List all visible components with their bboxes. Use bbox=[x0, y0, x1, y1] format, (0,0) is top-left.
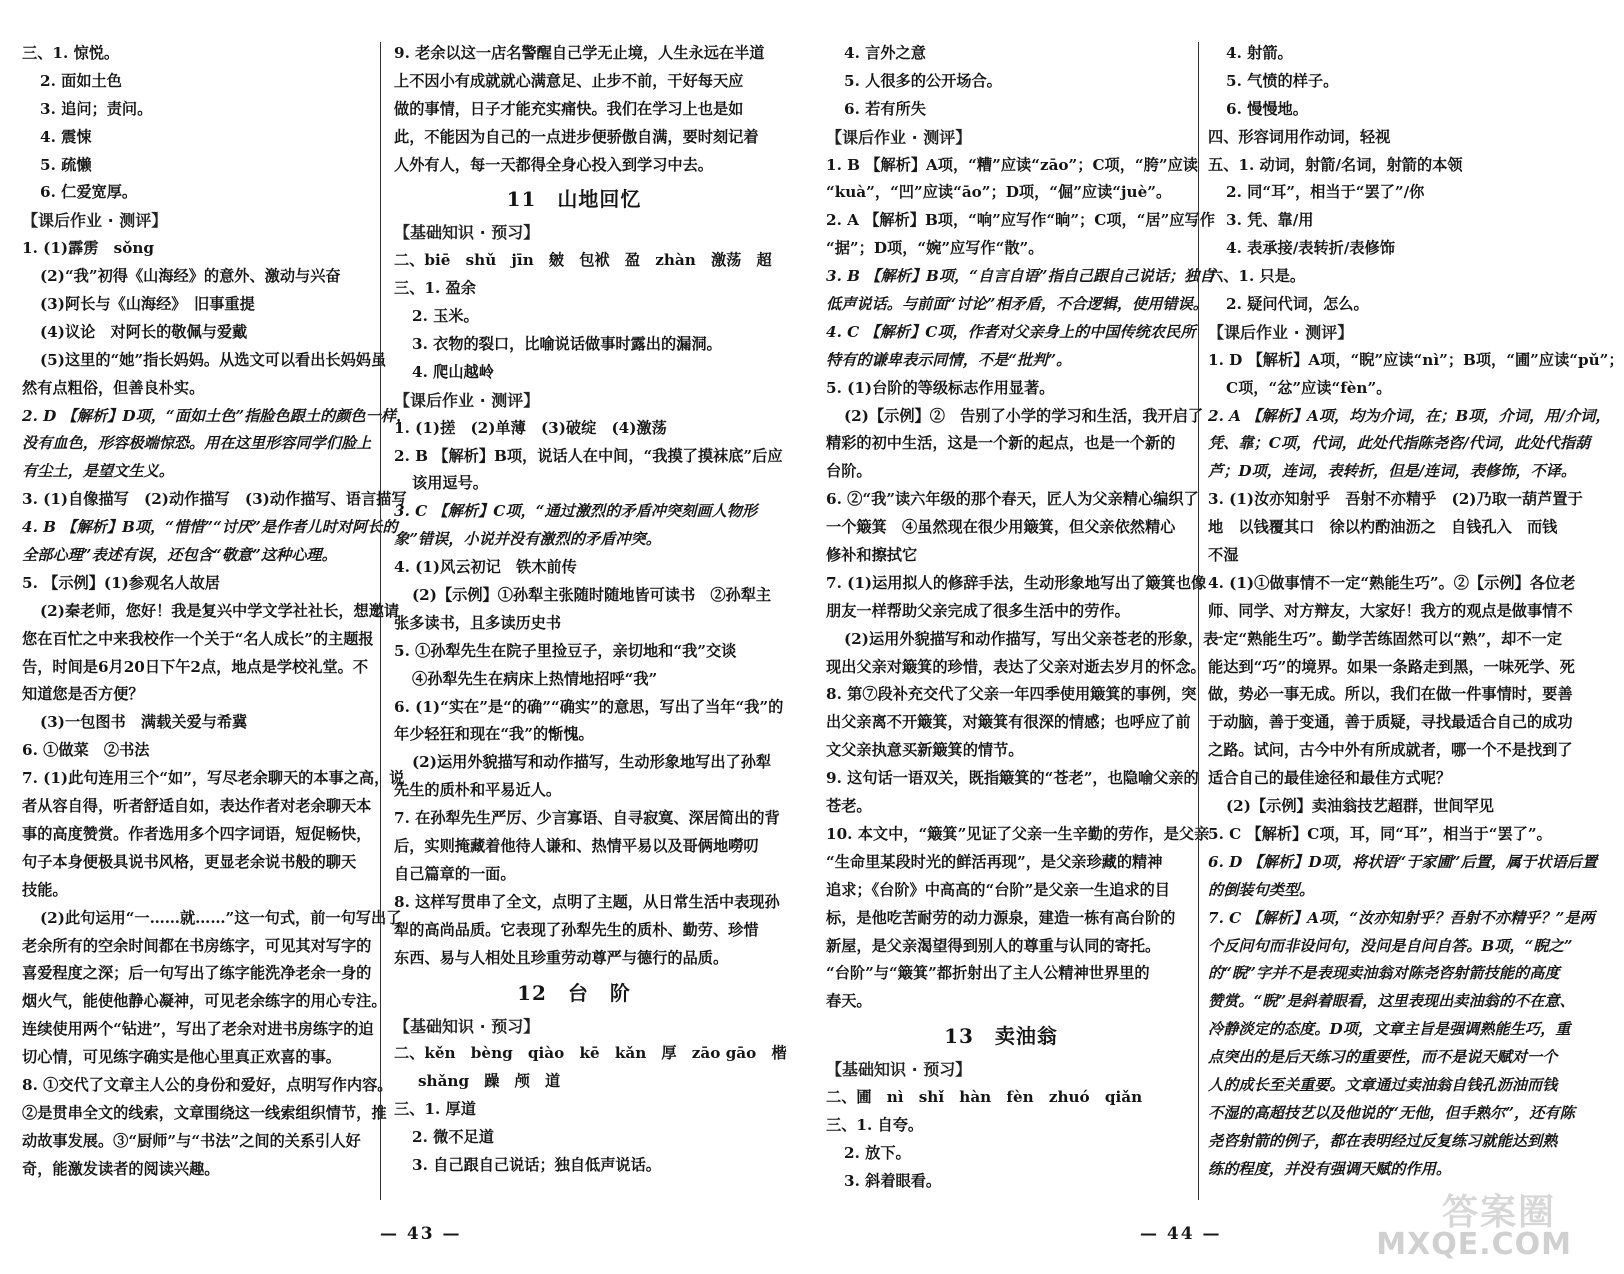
answer-line: 6. 若有所失 bbox=[844, 99, 926, 118]
answer-line: 低声说话。与前面“讨论”相矛盾，不合逻辑，使用错误。 bbox=[826, 295, 1208, 314]
answer-line: (3)一包图书 满载关爱与希冀 bbox=[40, 713, 248, 732]
answer-line: 出父亲离不开簸箕，对簸箕有很深的情感；也呼应了前 bbox=[826, 713, 1191, 732]
answer-line: (5)这里的“她”指长妈妈。从选文可以看出长妈妈虽 bbox=[40, 350, 387, 369]
answer-line: 然有点粗俗，但善良朴实。 bbox=[22, 378, 205, 397]
section-header: 【 课后作业 · 测评 】 bbox=[826, 124, 1176, 152]
answer-line: (2)此句运用“一……就……”这一句式，前一句写出了 bbox=[40, 908, 402, 927]
answer-line: 点突出的是后天练习的重要性，而不是说天赋对一个 bbox=[1208, 1048, 1558, 1067]
answer-line: “生命里某段时光的鲜活再现”，是父亲珍藏的精神 bbox=[826, 852, 1163, 871]
answer-line: shǎng 躁 颅 道 bbox=[418, 1072, 561, 1091]
answer-line: 人外有人，每一天都得全身心投入到学习中去。 bbox=[394, 155, 713, 174]
answer-line: 5. C 【解析】C项，耳，同“耳”，相当于“罢了”。 bbox=[1208, 824, 1552, 843]
answer-line: 2. 同“耳”，相当于“罢了”/你 bbox=[1226, 183, 1425, 202]
answer-line: 9. 老余以这一店名警醒自己学无止境，人生永远在半道 bbox=[394, 44, 765, 62]
answer-line: 赞赏。“睨”是斜着眼看，这里表现出卖油翁的不在意、 bbox=[1208, 992, 1575, 1011]
answer-line: “kuà”，“凹”应读“āo”；D项，“倔”应读“juè”。 bbox=[826, 183, 1172, 202]
answer-line: 告，时间是6月20日下午2点，地点是学校礼堂。不 bbox=[22, 657, 369, 676]
answer-line: 3. B 【解析】B项，“自言自语”指自己跟自己说话；独自 bbox=[826, 267, 1215, 286]
right-column-2 bbox=[1208, 40, 1624, 1184]
answer-line: 做的事情，日子才能充实痛快。我们在学习上也是如 bbox=[394, 99, 744, 118]
answer-line: 五、1. 动词，射箭/名词，射箭的本领 bbox=[1208, 155, 1463, 174]
answer-line: 4. B 【解析】B项，“惜惜”“讨厌”是作者儿时对阿长的 bbox=[22, 518, 398, 537]
page-number-right: — 44 — bbox=[1140, 1224, 1222, 1244]
answer-line: (3)阿长与《山海经》 旧事重提 bbox=[40, 295, 255, 314]
right-page bbox=[810, 0, 1624, 1274]
answer-line: 2. A 【解析】A项，均为介词，在；B项，介词，用/介词， bbox=[1208, 406, 1611, 425]
answer-line: 个反问句而非设问句，没问是自问自答。B项，“睨之” bbox=[1208, 936, 1573, 955]
answer-line: 喜爱程度之深；后一句写出了练字能洗净老余一身的 bbox=[22, 964, 372, 983]
right-column-1 bbox=[826, 40, 1219, 1196]
answer-line: 3. 追问；责问。 bbox=[40, 99, 153, 118]
answer-line: 8. 第⑦段补充交代了父亲一年四季使用簸箕的事例，突 bbox=[826, 685, 1197, 704]
answer-line: 标，是他吃苦耐劳的动力源泉，建造一栋有高台阶的 bbox=[826, 908, 1176, 927]
answer-line: 2. B 【解析】B项，说话人在中间，“我摸了摸袜底”后应 bbox=[394, 446, 783, 465]
answer-line: 四、形容词用作动词，轻视 bbox=[1208, 127, 1391, 146]
answer-line: 一定“熟能生巧”。勤学苦练固然可以“熟”，却不一定 bbox=[1208, 629, 1562, 648]
page-number-left: — 43 — bbox=[380, 1224, 462, 1244]
answer-line: 1. (1)霹雳 sǒng bbox=[22, 239, 154, 258]
answer-line: 不湿的高超技艺以及他说的“无他，但手熟尔”，还有陈 bbox=[1208, 1103, 1575, 1122]
answer-line: 三、1. 惊悦。 bbox=[22, 44, 120, 62]
answer-line: 老余所有的空余时间都在书房练字，可见其对写字的 bbox=[22, 936, 372, 955]
answer-line: 该用逗号。 bbox=[412, 474, 488, 493]
answer-line: 后，实则掩藏着他待人谦和、热情平易以及哥俩地嘮叨 bbox=[394, 837, 759, 856]
answer-line: 特有的谦卑表示同情，不是“批判”。 bbox=[826, 350, 1072, 369]
answer-line: 1. B 【解析】A项，“糟”应读“zāo”；C项，“胯”应读 bbox=[826, 155, 1198, 174]
answer-line: 3. (1)汝亦知射乎 吾射不亦精乎 (2)乃取一葫芦置于 bbox=[1208, 490, 1583, 509]
answer-line: 1. (1)搓 (2)单薄 (3)破绽 (4)激荡 bbox=[394, 418, 667, 437]
answer-line: 5. ①孙犁先生在院子里捡豆子，亲切地和“我”交谈 bbox=[394, 641, 737, 660]
answer-line: 先生的质朴和平易近人。 bbox=[394, 781, 562, 800]
section-header: 【 基础知识 · 预习 】 bbox=[394, 219, 754, 247]
answer-line: 4. 射箭。 bbox=[1226, 44, 1293, 62]
answer-line: 有尘土，是望文生义。 bbox=[22, 462, 174, 481]
answer-line: 3. (1)自像描写 (2)动作描写 (3)动作描写、语言描写 bbox=[22, 490, 407, 509]
answer-line: 4. 表承接/表转折/表修饰 bbox=[1226, 239, 1395, 258]
answer-line: 修补和擦拭它 bbox=[826, 546, 918, 565]
answer-line: (2)【示例】卖油翁技艺超群，世间罕见 bbox=[1226, 797, 1494, 816]
answer-line: 6. ①做菜 ②书法 bbox=[22, 741, 150, 760]
answer-line: (2)【示例】①孙犁主张随时随地皆可读书 ②孙犁主 bbox=[412, 586, 772, 605]
answer-line: 句子本身便极具说书风格，更显老余说书般的聊天 bbox=[22, 852, 357, 871]
answer-line: ②是贯串全文的线索，文章围绕这一线索组织情节，推 bbox=[22, 1103, 387, 1122]
answer-line: 4. C 【解析】C项，作者对父亲身上的中国传统农民所 bbox=[826, 322, 1196, 341]
left-page bbox=[0, 0, 800, 1274]
answer-line: 台阶。 bbox=[826, 462, 872, 481]
answer-line: 不湿 bbox=[1208, 546, 1239, 565]
answer-line: 凭、靠；C项，代词，此处代指陈尧咨/代词，此处代指葫 bbox=[1208, 434, 1591, 453]
answer-line: 7. C 【解析】A项，“汝亦知射乎？吾射不亦精乎？”是两 bbox=[1208, 908, 1595, 927]
answer-line: 3. 凭、靠/用 bbox=[1226, 211, 1314, 230]
watermark-logo bbox=[1376, 1184, 1572, 1262]
answer-line: 6. 慢慢地。 bbox=[1226, 99, 1308, 118]
answer-line: 2. 疑问代词，怎么。 bbox=[1226, 295, 1369, 314]
answer-line: 3. 衣物的裂口，比喻说话做事时露出的漏洞。 bbox=[412, 335, 722, 354]
answer-line: 二、圃 nì shǐ hàn fèn zhuó qiǎn bbox=[826, 1088, 1143, 1107]
left-column-1 bbox=[22, 40, 412, 1184]
answer-line: 3. C 【解析】C项，“通过激烈的矛盾冲突刻画人物形 bbox=[394, 502, 758, 521]
answer-line: 做，势必一事无成。所以，我们在做一件事情时，要善 bbox=[1208, 685, 1573, 704]
answer-line: 2. D 【解析】D项，“面如土色”指脸色跟土的颜色一样， bbox=[22, 406, 412, 425]
answer-line: 5. 气愤的样子。 bbox=[1226, 71, 1339, 90]
answer-line: 现出父亲对簸箕的珍惜，表达了父亲对逝去岁月的怀念。 bbox=[826, 657, 1206, 676]
answer-line: C项，“忿”应读“fèn”。 bbox=[1226, 378, 1392, 397]
answer-line: 6. 仁爱宽厚。 bbox=[40, 183, 138, 202]
answer-line: 练的程度，并没有强调天赋的作用。 bbox=[1208, 1159, 1451, 1178]
answer-line: 文父亲执意买新簸箕的情节。 bbox=[826, 741, 1024, 760]
answer-line: 动故事发展。③“厨师”与“书法”之间的关系引人好 bbox=[22, 1131, 361, 1150]
answer-line: 精彩的初中生活，这是一个新的起点，也是一个新的 bbox=[826, 434, 1176, 453]
answer-line: 追求；《台阶》中高高的“台阶”是父亲一生追求的目 bbox=[826, 880, 1170, 899]
column-divider bbox=[1198, 42, 1199, 1200]
answer-line: 一个簸箕 ④虽然现在很少用簸箕，但父亲依然精心 bbox=[826, 518, 1176, 537]
answer-line: 犁的高尚品质。它表现了孙犁先生的质朴、勤劳、珍惜 bbox=[394, 920, 759, 939]
answer-line: 人的成长至关重要。文章通过卖油翁自钱孔沥油而钱 bbox=[1208, 1075, 1558, 1094]
answer-line: (2)【示例】② 告别了小学的学习和生活，我开启了 bbox=[844, 406, 1204, 425]
answer-line: 六、1. 只是。 bbox=[1208, 267, 1306, 286]
answer-line: 师、同学、对方辩友，大家好！我方的观点是做事情不 bbox=[1208, 601, 1573, 620]
watermark-url: MXQE.COM bbox=[1376, 1227, 1572, 1262]
answer-line: 4. 言外之意 bbox=[844, 44, 926, 62]
section-header: 【 课后作业 · 测评 】 bbox=[1208, 319, 1564, 347]
answer-line: 尧咨射箭的例子，都在表明经过反复练习就能达到熟 bbox=[1208, 1131, 1558, 1150]
answer-line: 5. 【示例】(1)参观名人故居 bbox=[22, 573, 220, 592]
answer-line: 上不因小有成就就心满意足、止步不前，干好每天应 bbox=[394, 71, 744, 90]
answer-line: 4. (1)①做事情不一定“熟能生巧”。②【示例】各位老 bbox=[1208, 573, 1576, 592]
left-column-2 bbox=[394, 40, 787, 1180]
answer-line: 9. 这句话一语双关，既指簸箕的“苍老”，也隐喻父亲的 bbox=[826, 769, 1199, 788]
section-header: 【 基础知识 · 预习 】 bbox=[394, 1013, 754, 1041]
answer-line: 三、1. 盈余 bbox=[394, 279, 476, 298]
answer-line: “台阶”与“簸箕”都折射出了主人公精神世界里的 bbox=[826, 964, 1150, 983]
answer-line: 2. A 【解析】B项，“响”应写作“晌”；C项，“居”应写作 bbox=[826, 211, 1215, 230]
answer-line: 8. 这样写贯串了全文，点明了主题，从日常生活中表现孙 bbox=[394, 892, 780, 911]
answer-line: 东西、易与人相处且珍重劳动尊严与德行的品质。 bbox=[394, 948, 729, 967]
lesson-title: 13 卖油翁 bbox=[944, 1024, 1058, 1049]
answer-line: 芦；D项，连词，表转折，但是/连词，表修饰，不译。 bbox=[1208, 462, 1577, 481]
answer-line: 3. 斜着眼看。 bbox=[844, 1171, 942, 1190]
section-header: 【 课后作业 · 测评 】 bbox=[22, 207, 370, 235]
answer-line: 7. (1)运用拟人的修辞手法，生动形象地写出了簸箕也像 bbox=[826, 573, 1207, 592]
answer-line: 三、1. 厚道 bbox=[394, 1100, 476, 1119]
answer-line: (2)运用外貌描写和动作描写，生动形象地写出了孙犁 bbox=[412, 753, 772, 772]
answer-line: 切心情，可见练字确实是他心里真正欢喜的事。 bbox=[22, 1048, 341, 1067]
answer-line: 苍老。 bbox=[826, 797, 872, 816]
answer-line: 地 以钱覆其口 徐以杓酌油沥之 自钱孔入 而钱 bbox=[1208, 518, 1558, 537]
answer-line: 烟火气，能使他静心凝神，可见老余练字的用心专注。 bbox=[22, 992, 387, 1011]
watermark-logo-text: 答案圈 bbox=[1441, 1192, 1556, 1233]
answer-line: 全部心理”表述有误，还包含“敬意”这种心理。 bbox=[22, 546, 337, 565]
answer-line: ④孙犁先生在病床上热情地招呼“我” bbox=[412, 669, 658, 688]
answer-line: 6. ②“我”读六年级的那个春天，匠人为父亲精心编织了 bbox=[826, 490, 1199, 509]
answer-line: 三、1. 自夸。 bbox=[826, 1115, 924, 1134]
answer-line: 事的高度赞赏。作者选用多个四字词语，短促畅快， bbox=[22, 824, 372, 843]
answer-line: 二、kěn bèng qiào kē kǎn 厚 zāo gāo 楷 bbox=[394, 1044, 787, 1063]
answer-line: 2. 放下。 bbox=[844, 1143, 911, 1162]
answer-line: 8. ①交代了文章主人公的身份和爱好，点明写作内容。 bbox=[22, 1075, 393, 1094]
answer-line: 者从容自得，听者舒适自如，表达作者对老余聊天本 bbox=[22, 797, 372, 816]
answer-line: “据”；D项，“婉”应写作“散”。 bbox=[826, 239, 1044, 258]
answer-line: 的倒装句类型。 bbox=[1208, 880, 1315, 899]
answer-line: 年少轻狂和现在“我”的惭愧。 bbox=[394, 725, 594, 744]
answer-line: 适合自己的最佳途径和最佳方式呢？ bbox=[1208, 769, 1451, 788]
answer-line: 7. 在孙犁先生严厉、少言寡语、自寻寂寞、深居简出的背 bbox=[394, 809, 780, 828]
answer-line: 4. (1)风云初记 铁木前传 bbox=[394, 558, 577, 577]
answer-line: 您在百忙之中来我校作一个关于“名人成长”的主题报 bbox=[22, 629, 374, 648]
answer-line: 自己篇章的一面。 bbox=[394, 864, 516, 883]
answer-line: 1. D 【解析】A项，“睨”应读“nì”；B项，“圃”应读“pǔ”； bbox=[1208, 350, 1624, 369]
answer-line: 此，不能因为自己的一点进步便骄傲自满，要时刻记着 bbox=[394, 127, 759, 146]
answer-line: 没有血色，形容极端惊恐。用在这里形容同学们脸上 bbox=[22, 434, 372, 453]
answer-line: 之路。试问，古今中外有所成就者，哪一个不是找到了 bbox=[1208, 741, 1573, 760]
section-header: 【 基础知识 · 预习 】 bbox=[826, 1056, 1176, 1084]
answer-line: 连续使用两个“钻进”，写出了老余对进书房练字的迫 bbox=[22, 1020, 374, 1039]
answer-line: 6. (1)“实在”是“的确”“确实”的意思，写出了当年“我”的 bbox=[394, 697, 784, 716]
answer-line: 3. 自己跟自己说话；独自低声说话。 bbox=[412, 1155, 661, 1174]
answer-line: (2)“我”初得《山海经》的意外、激动与兴奋 bbox=[40, 267, 341, 286]
answer-line: 5. 人很多的公开场合。 bbox=[844, 71, 1002, 90]
answer-line: 4. 爬山越岭 bbox=[412, 362, 494, 381]
answer-line: 冷静淡定的态度。D项，文章主旨是强调熟能生巧，重 bbox=[1208, 1020, 1571, 1039]
answer-line: 知道您是否方便？ bbox=[22, 685, 144, 704]
answer-line: 春天。 bbox=[826, 992, 872, 1011]
answer-line: 的“睨”字并不是表现卖油翁对陈尧咨射箭技能的高度 bbox=[1208, 964, 1560, 983]
section-header: 【 课后作业 · 测评 】 bbox=[394, 387, 754, 415]
answer-line: 张多读书，且多读历史书 bbox=[394, 613, 562, 632]
answer-line: 朋友一样帮助父亲完成了很多生活中的劳作。 bbox=[826, 601, 1130, 620]
answer-line: 于动脑，善于变通，善于质疑，寻找最适合自己的成功 bbox=[1208, 713, 1573, 732]
column-divider bbox=[380, 42, 381, 1200]
answer-line: (4)议论 对阿长的敬佩与爱戴 bbox=[40, 322, 248, 341]
answer-line: 10. 本文中，“簸箕”见证了父亲一生辛勤的劳作，是父亲 bbox=[826, 824, 1210, 843]
answer-line: 能达到“巧”的境界。如果一条路走到黑，一味死学、死 bbox=[1208, 657, 1575, 676]
answer-line: 象”错误，小说并没有激烈的矛盾冲突。 bbox=[394, 530, 661, 549]
answer-line: 7. (1)此句连用三个“如”，写尽老余聊天的本事之高，说 bbox=[22, 769, 405, 788]
answer-line: 2. 面如土色 bbox=[40, 71, 122, 90]
answer-line: 技能。 bbox=[22, 880, 68, 899]
lesson-title: 11 山地回忆 bbox=[506, 187, 642, 212]
answer-line: (2)秦老师，您好！我是复兴中学文学社社长，想邀请 bbox=[40, 601, 400, 620]
answer-line: 5. (1)台阶的等级标志作用显著。 bbox=[826, 378, 1055, 397]
answer-line: 5. 疏懒 bbox=[40, 155, 92, 174]
lesson-title: 12 台 阶 bbox=[517, 980, 631, 1005]
answer-line: 2. 玉米。 bbox=[412, 307, 479, 326]
answer-line: 新屋，是父亲渴望得到别人的尊重与认同的寄托。 bbox=[826, 936, 1161, 955]
answer-line: 奇，能激发读者的阅读兴趣。 bbox=[22, 1159, 220, 1178]
answer-line: 二、biē shǔ jīn 皴 包袱 盈 zhàn 激荡 超 bbox=[394, 251, 772, 270]
answer-line: 2. 微不足道 bbox=[412, 1128, 494, 1147]
answer-line: 4. 震悚 bbox=[40, 127, 92, 146]
answer-line: (2)运用外貌描写和动作描写，写出父亲苍老的形象，表 bbox=[844, 629, 1219, 648]
answer-line: 6. D 【解析】D项，将状语“于家圃”后置，属于状语后置 bbox=[1208, 852, 1598, 871]
